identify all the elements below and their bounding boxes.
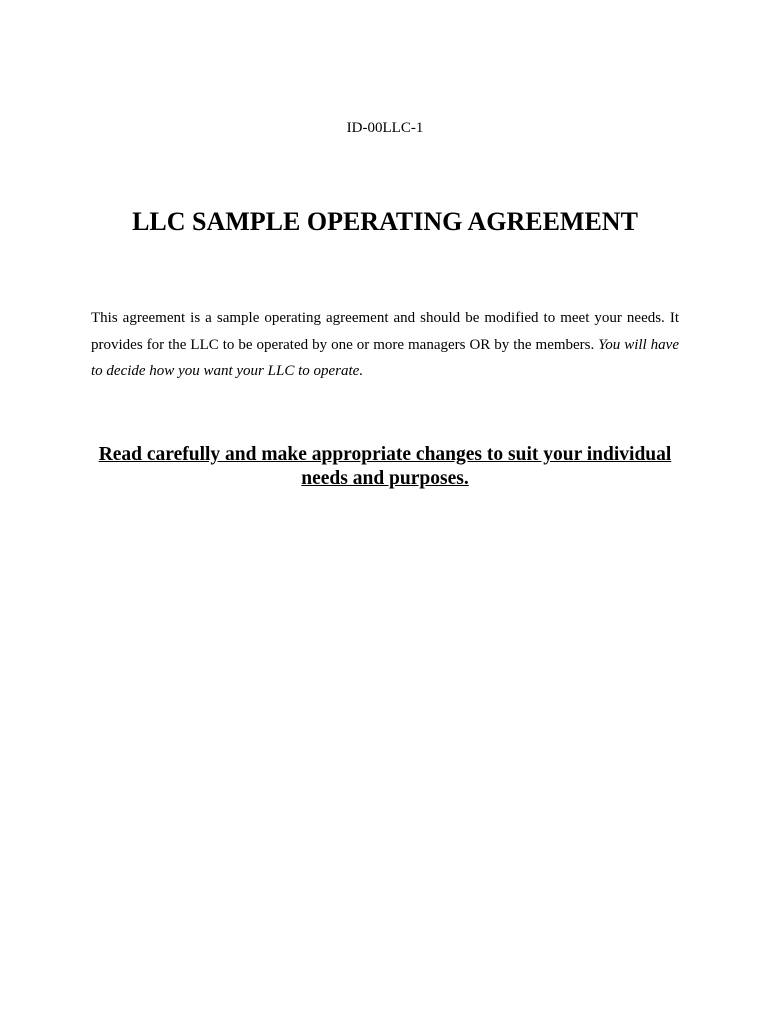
intro-emphasis: You will have to decide how you want your LLC to operate. [91, 336, 679, 379]
intro-paragraph [91, 305, 679, 385]
document-id-code: ID-00LLC-1 [346, 120, 424, 136]
notice-heading: Read carefully and make appropriate changes to suit your individual needs and purposes. [98, 444, 672, 489]
document-title: LLC SAMPLE OPERATING AGREEMENT [132, 207, 638, 236]
intro-text: This agreement is a sample operating agreement and should be modified to meet your needs. It provides for the LLC to be operated by one or more managers OR by the members. [91, 310, 679, 353]
